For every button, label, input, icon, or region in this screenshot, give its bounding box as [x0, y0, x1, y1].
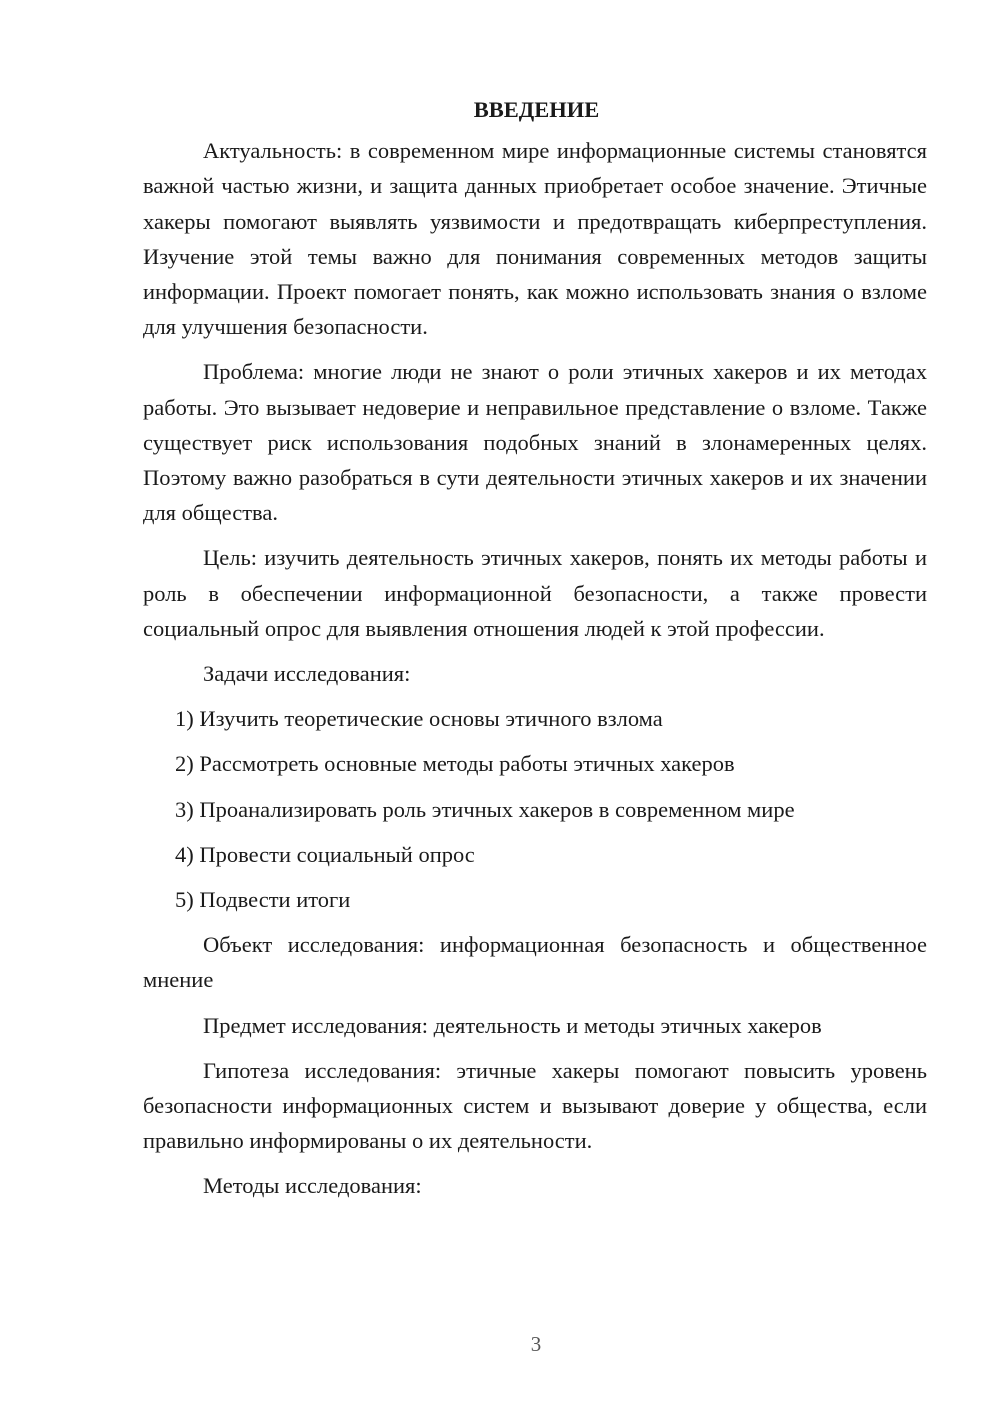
- paragraph-hypothesis: Гипотеза исследования: этичные хакеры помогают повысить уровень безопасности информационных систем и вызывают доверие у общества, если правильно информированы о их деятельности.: [143, 1057, 927, 1154]
- paragraph-subject: Предмет исследования: деятельность и методы этичных хакеров: [203, 1012, 822, 1038]
- page-number: 3: [530, 1332, 542, 1356]
- paragraph-relevance: Актуальность: в современном мире информационные системы становятся важной частью жизни, и защита данных приобретает особое значение. Этичные хакеры помогают выявлять уязвимости и предотвращать киберпреступления. Изучение этой темы важно для понимания современных методов защиты информации. Проект помогает понять, как можно использовать знания о взломе для улучшения безопасности.: [143, 138, 927, 340]
- methods-heading: Методы исследования:: [203, 1173, 422, 1199]
- list-item: 4) Провести социальный опрос: [175, 841, 475, 867]
- section-title: ВВЕДЕНИЕ: [473, 97, 600, 122]
- list-item: 2) Рассмотреть основные методы работы этичных хакеров: [175, 751, 735, 777]
- page-body: [143, 92, 927, 1214]
- paragraph-problem: Проблема: многие люди не знают о роли этичных хакеров и их методах работы. Это вызывает недоверие и неправильное представление о взломе. Также существует риск использования подобных знаний в злонамеренных целях. Поэтому важно разобраться в сути деятельности этичных хакеров и их значении для общества.: [143, 359, 927, 526]
- list-item: 1) Изучить теоретические основы этичного взлома: [175, 706, 663, 732]
- list-item: 3) Проанализировать роль этичных хакеров в современном мире: [175, 796, 795, 822]
- tasks-heading: Задачи исследования:: [203, 661, 411, 687]
- paragraph-goal: Цель: изучить деятельность этичных хакеров, понять их методы работы и роль в обеспечении информационной безопасности, а также провести социальный опрос для выявления отношения людей к этой профессии.: [143, 545, 927, 641]
- list-item: 5) Подвести итоги: [175, 887, 351, 913]
- tasks-list: [143, 701, 927, 917]
- paragraph-object: Объект исследования: информационная безопасность и общественное мнение: [143, 932, 927, 993]
